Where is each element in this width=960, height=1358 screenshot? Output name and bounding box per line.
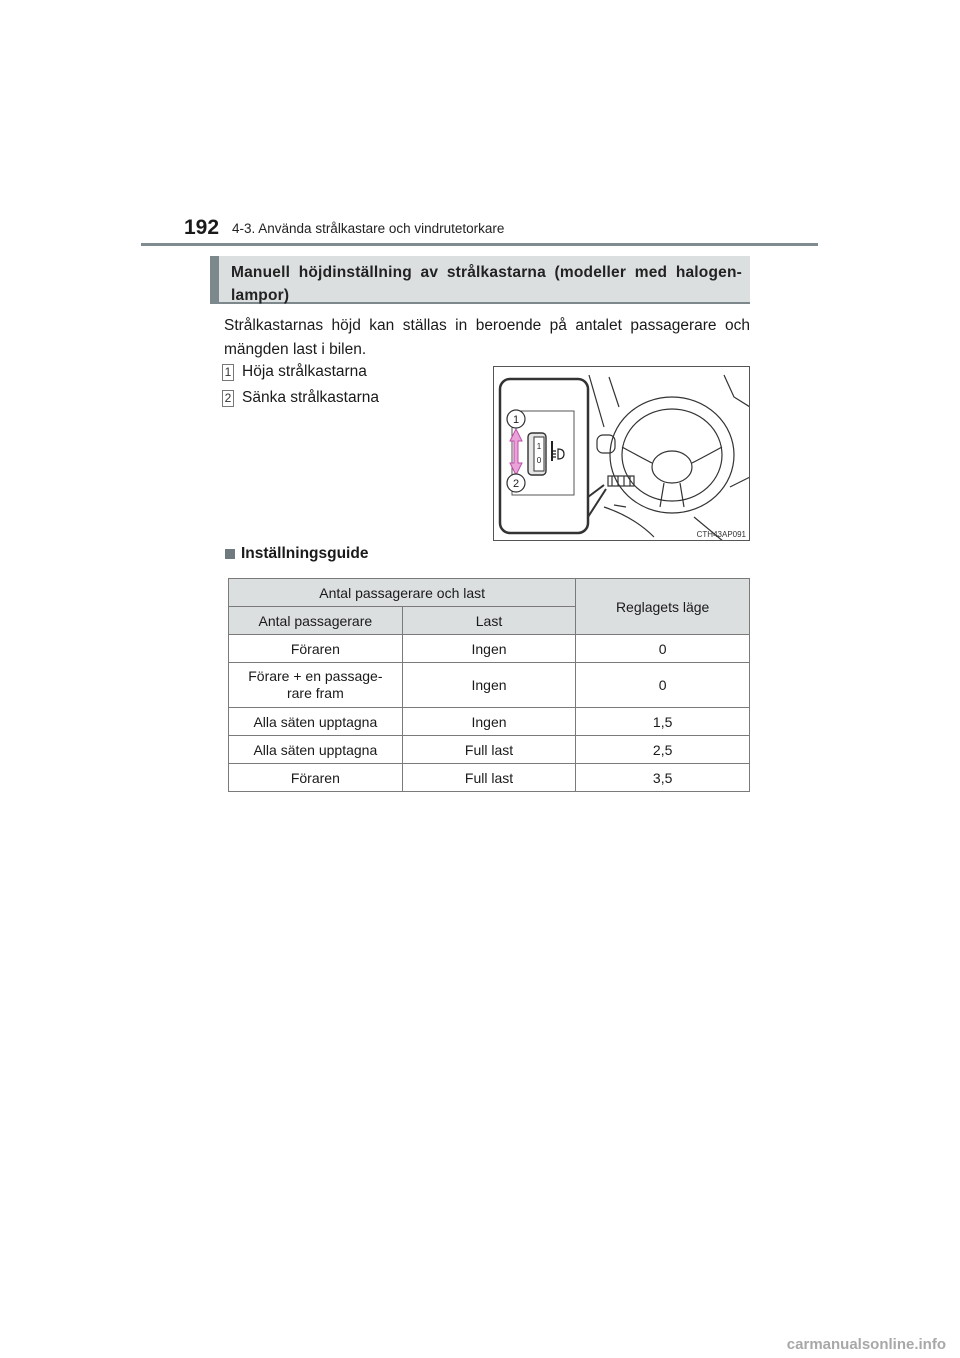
- dial-mark-1: 1: [536, 442, 542, 451]
- table-row: [229, 708, 750, 736]
- list-item-lower: [222, 389, 379, 407]
- dashboard-drawing: [494, 367, 750, 541]
- page-number: 192: [184, 216, 220, 239]
- table-position-header: Reglagets läge: [576, 579, 750, 635]
- table-row: [229, 736, 750, 764]
- table-passengers-header: Antal passagerare: [229, 607, 403, 635]
- cell-passengers: Alla säten upptagna: [229, 708, 403, 736]
- subheading-text: Inställningsguide: [241, 545, 369, 562]
- header-divider: [141, 243, 818, 246]
- callout-number: 2: [512, 478, 520, 490]
- subheading: [225, 545, 368, 563]
- table-row: [229, 635, 750, 663]
- list-item-text: Höja strålkastarna: [242, 363, 367, 380]
- cell-load: Full last: [402, 736, 576, 764]
- cell-passengers: Förare + en passage- rare fram: [229, 663, 403, 708]
- cell-position: 0: [576, 635, 750, 663]
- step-number-badge: 2: [222, 390, 234, 407]
- cell-position: 1,5: [576, 708, 750, 736]
- cell-passengers: Alla säten upptagna: [229, 736, 403, 764]
- cell-position: 0: [576, 663, 750, 708]
- table-row: [229, 663, 750, 708]
- cell-passengers: Föraren: [229, 764, 403, 792]
- settings-table: [228, 578, 750, 792]
- section-title: 4-3. Använda strålkastare och vindrutetorkare: [232, 221, 505, 236]
- dial-mark-0: 0: [536, 456, 542, 465]
- cell-load: Ingen: [402, 663, 576, 708]
- headlight-dial-illustration: [493, 366, 750, 541]
- callout-number: 1: [512, 414, 520, 426]
- square-bullet-icon: [225, 549, 235, 559]
- table-load-header: Last: [402, 607, 576, 635]
- watermark: carmanualsonline.info: [786, 1336, 946, 1353]
- intro-paragraph: Strålkastarnas höjd kan ställas in beroende på antalet passagerare och mängden last i bilen.: [224, 317, 750, 358]
- cell-position: 3,5: [576, 764, 750, 792]
- section-heading: Manuell höjdinställning av strålkastarna (modeller med halogen-lampor): [210, 256, 750, 304]
- figure-code: CTH43AP091: [696, 530, 746, 539]
- list-item-raise: [222, 363, 367, 381]
- list-item-text: Sänka strålkastarna: [242, 389, 379, 406]
- table-row: [229, 764, 750, 792]
- cell-position: 2,5: [576, 736, 750, 764]
- cell-passengers: Föraren: [229, 635, 403, 663]
- step-number-badge: 1: [222, 364, 234, 381]
- table-group-header: Antal passagerare och last: [229, 579, 576, 607]
- cell-load: Ingen: [402, 708, 576, 736]
- cell-load: Full last: [402, 764, 576, 792]
- cell-load: Ingen: [402, 635, 576, 663]
